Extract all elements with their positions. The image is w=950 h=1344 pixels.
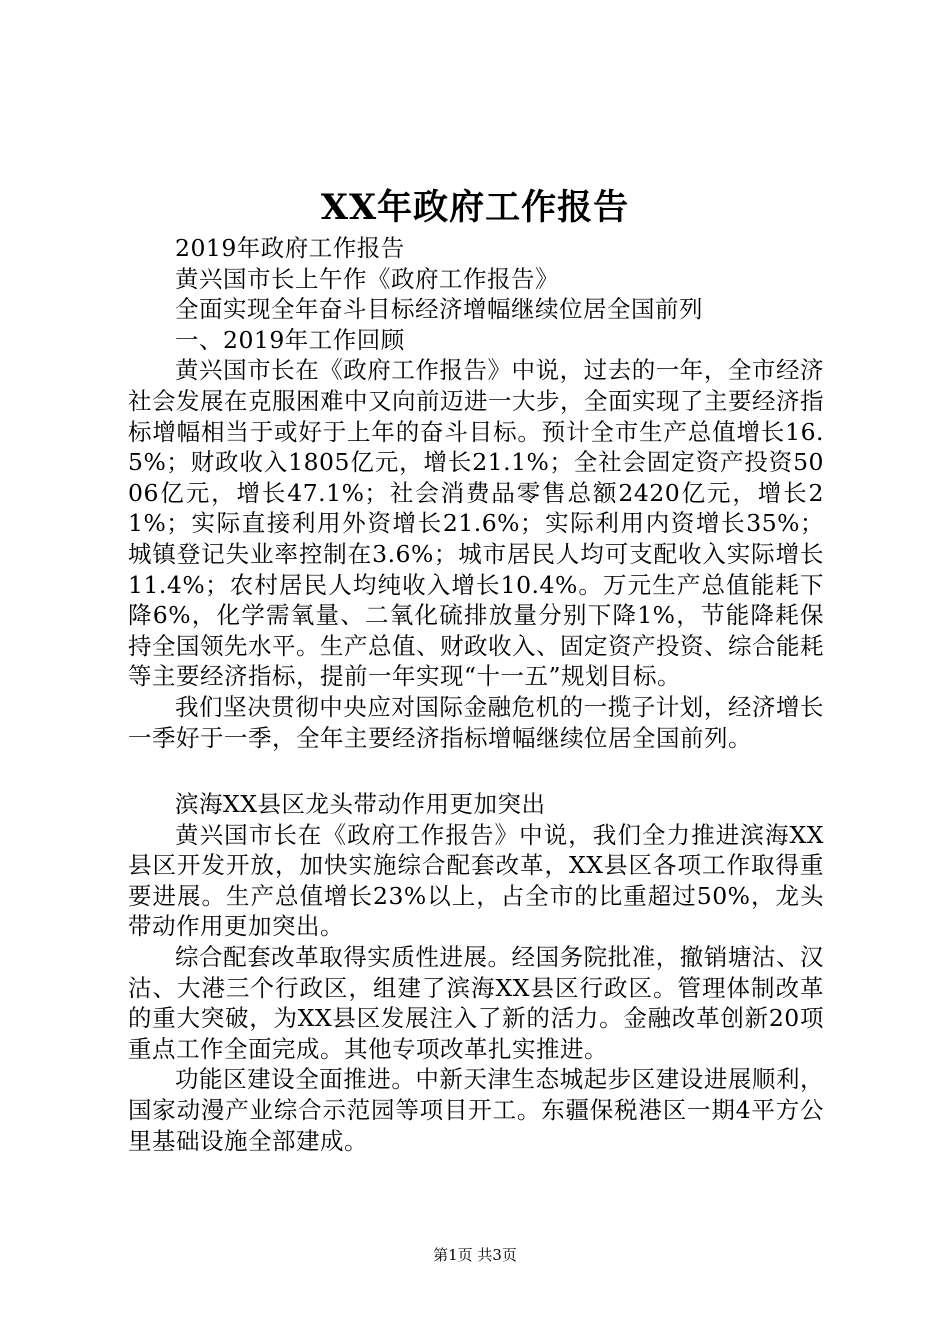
paragraph-spacer bbox=[128, 753, 824, 789]
paragraph-report-name: 2019年政府工作报告 bbox=[175, 234, 405, 262]
paragraph-financial-crisis-response: 我们坚决贯彻中央应对国际金融危机的一揽子计划，经济增长一季好于一季，全年主要经济指标增幅继续位居全国前列。 bbox=[128, 692, 824, 752]
paragraph-report-delivery: 黄兴国市长上午作《政府工作报告》 bbox=[175, 264, 559, 293]
document-title: XX年政府工作报告 bbox=[320, 187, 630, 228]
section-heading-binhai: 滨海XX县区龙头带动作用更加突出 bbox=[175, 790, 546, 819]
paragraph-reform-progress: 综合配套改革取得实质性进展。经国务院批准，撤销塘沽、汉沽、大港三个行政区，组建了滨海XX县区行政区。管理体制改革的重大突破，为XX县区发展注入了新的活力。金融改革创新20项重点工作全面完成。其他专项改革扎实推进。 bbox=[128, 943, 824, 1063]
paragraph-binhai-progress: 黄兴国市长在《政府工作报告》中说，我们全力推进滨海XX县区开发开放，加快实施综合配套改革，XX县区各项工作取得重要进展。生产总值增长23%以上，占全市的比重超过50%，龙头带动作用更加突出。 bbox=[128, 820, 824, 941]
document-body bbox=[128, 233, 824, 1156]
page-footer: 第1页 共3页 bbox=[433, 1246, 517, 1264]
section-heading-review: 一、2019年工作回顾 bbox=[175, 325, 405, 354]
paragraph-economic-summary: 黄兴国市长在《政府工作报告》中说，过去的一年，全市经济社会发展在克服困难中又向前迈进一大步，全面实现了主要经济指标增幅相当于或好于上年的奋斗目标。预计全市生产总值增长16.5%；财政收入1805亿元，增长21.1%；全社会固定资产投资5006亿元，增长47.1%；社会消费品零售总额2420亿元，增长21%；实际直接利用外资增长21.6%；实际利用内资增长35%；城镇登记失业率控制在3.6%；城市居民人均可支配收入实际增长11.4%；农村居民人均纯收入增长10.4%。万元生产总值能耗下降6%，化学需氧量、二氧化硫排放量分别下降1%，节能降耗保持全国领先水平。生产总值、财政收入、固定资产投资、综合能耗等主要经济指标，提前一年实现“十一五”规划目标。 bbox=[128, 356, 824, 691]
paragraph-functional-zones: 功能区建设全面推进。中新天津生态城起步区建设进展顺利，国家动漫产业综合示范园等项目开工。东疆保税港区一期4平方公里基础设施全部建成。 bbox=[128, 1065, 824, 1155]
paragraph-headline: 全面实现全年奋斗目标经济增幅继续位居全国前列 bbox=[175, 295, 703, 324]
